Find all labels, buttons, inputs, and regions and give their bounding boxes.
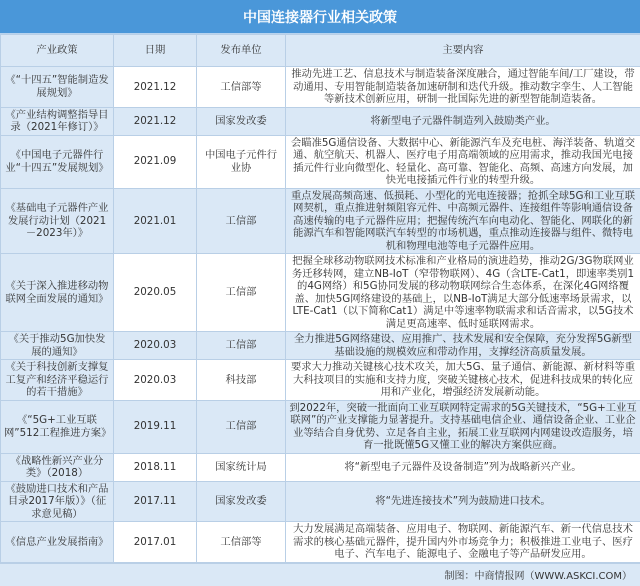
policy-name: 《关于推动5G加快发展的通知》: [1, 332, 114, 360]
table-row: [1, 254, 640, 332]
policy-name: 《关于深入推进移动物联网全面发展的通知》: [1, 254, 114, 332]
policy-issuer: 工信部等: [197, 522, 286, 563]
policy-date: 2018.11: [114, 453, 197, 481]
policy-name: 《鼓励进口技术和产品目录2017年版）》（征求意见稿）: [1, 481, 114, 522]
policy-name: 《中国电子元器件行业“十四五”发展规划》: [1, 135, 114, 188]
policy-issuer: 工信部等: [197, 67, 286, 108]
policy-content: 重点发展高频高速、低损耗、小型化的光电连接器；抢抓全球5G和工业互联网契机，重点推进射频阻容元件、中高频元器件、连接组件等影响通信设备高速传输的电子元器件应用；把握传统汽车向电动化、智能化、网联化的新能源汽车和智能网联汽车转型的市场机遇，重点推动连接器与组件、微特电机和物理电池等电子元器件应用。: [286, 188, 640, 254]
policy-content: 把握全球移动物联网技术标准和产业格局的演进趋势，推动2G/3G物联网业务迁移转网，建立NB-IoT（窄带物联网）、4G（含LTE-Cat1，即速率类别1的4G网络）和5G协同发展的移动物联网综合生态体系，在深化4G网络覆盖、加快5G网络建设的基础上，以NB-IoT满足大部分低速率场景需求，以LTE-Cat1（以下简称Cat1）满足中等速率物联需求和话音需求，以5G技术满足更高速率、低时延联网需求。: [286, 254, 640, 332]
policy-name: 《基础电子元器件产业发展行动计划（2021－2023年）》: [1, 188, 114, 254]
policy-name: 《“十四五”智能制造发展规划》: [1, 67, 114, 108]
policy-content: 到2022年，突破一批面向工业互联网特定需求的5G关键技术，“5G+工业互联网”的产业支撑能力显著提升。支持基础电信企业、通信设备企业、工业企业等结合自身优势、立足各自主业，拓展工业互联网内网建设改造服务，培育一批既懂5G又懂工业的解决方案供应商。: [286, 400, 640, 453]
table-row: [1, 332, 640, 360]
policy-date: 2021.01: [114, 188, 197, 254]
policy-issuer: 工信部: [197, 400, 286, 453]
header-row: [1, 35, 640, 67]
policy-content: 推动先进工艺、信息技术与制造装备深度融合，通过智能车间/工厂建设，带动通用、专用智能制造装备加速研制和迭代升级。推动数字孪生、人工智能等新技术创新应用，研制一批国际先进的新型智能制造装备。: [286, 67, 640, 108]
policy-name: 《产业结构调整指导目录（2021年修订）》: [1, 107, 114, 135]
policy-date: 2020.05: [114, 254, 197, 332]
table-row: [1, 522, 640, 563]
header-policy: 产业政策: [1, 35, 114, 67]
policy-issuer: 工信部: [197, 332, 286, 360]
table-row: [1, 107, 640, 135]
policy-content: 将“新型电子元器件及设备制造”列为战略新兴产业。: [286, 453, 640, 481]
table-row: [1, 135, 640, 188]
policy-issuer: 工信部: [197, 254, 286, 332]
table-row: [1, 481, 640, 522]
source-footer: 制图：中商情报网（WWW.ASKCI.COM）: [0, 563, 640, 586]
policy-table: [0, 34, 640, 563]
table-row: [1, 360, 640, 401]
policy-name: 《“5G+工业互联网”512工程推进方案》: [1, 400, 114, 453]
policy-issuer: 国家发改委: [197, 481, 286, 522]
table-row: [1, 453, 640, 481]
policy-content: 会瞄准5G通信设备、大数据中心、新能源汽车及充电桩、海洋装备、轨道交通、航空航天、机器人、医疗电子用高端领域的应用需求，推动我国光电接插元件行业向微型化、轻量化、高可靠、智能化、高频、高速方向发展，加快光电接插元件行业的转型升级。: [286, 135, 640, 188]
policy-content: 要求大力推动关键核心技术攻关，加大5G、量子通信、新能源、新材料等重大科技项目的实施和支持力度，突破关键核心技术，促进科技成果的转化应用和产业化，增强经济发展新动能。: [286, 360, 640, 401]
policy-name: 《战略性新兴产业分类》（2018）: [1, 453, 114, 481]
policy-content: 将“先进连接技术”列为鼓励进口技术。: [286, 481, 640, 522]
policy-date: 2017.01: [114, 522, 197, 563]
policy-date: 2020.03: [114, 332, 197, 360]
policy-name: 《信息产业发展指南》: [1, 522, 114, 563]
policy-content: 全力推进5G网络建设、应用推广、技术发展和安全保障，充分发挥5G新型基础设施的规模效应和带动作用，支撑经济高质量发展。: [286, 332, 640, 360]
policy-name: 《关于科技创新支撑复工复产和经济平稳运行的若干措施》: [1, 360, 114, 401]
table-row: [1, 188, 640, 254]
policy-content: 大力发展满足高端装备、应用电子、物联网、新能源汽车、新一代信息技术需求的核心基础元器件，提升国内外市场竞争力；积极推进工业电子、医疗电子、汽车电子、能源电子、金融电子等产品研发应用。: [286, 522, 640, 563]
table-row: [1, 400, 640, 453]
table-title: 中国连接器行业相关政策: [0, 0, 640, 34]
header-date: 日期: [114, 35, 197, 67]
policy-date: 2021.12: [114, 107, 197, 135]
policy-issuer: 中国电子元件行业协: [197, 135, 286, 188]
policy-issuer: 科技部: [197, 360, 286, 401]
header-issuer: 发布单位: [197, 35, 286, 67]
policy-issuer: 国家统计局: [197, 453, 286, 481]
policy-date: 2020.03: [114, 360, 197, 401]
policy-date: 2019.11: [114, 400, 197, 453]
table-row: [1, 67, 640, 108]
policy-issuer: 工信部: [197, 188, 286, 254]
policy-content: 将新型电子元器件制造列入鼓励类产业。: [286, 107, 640, 135]
policy-date: 2017.11: [114, 481, 197, 522]
header-content: 主要内容: [286, 35, 640, 67]
policy-date: 2021.09: [114, 135, 197, 188]
policy-issuer: 国家发改委: [197, 107, 286, 135]
policy-date: 2021.12: [114, 67, 197, 108]
